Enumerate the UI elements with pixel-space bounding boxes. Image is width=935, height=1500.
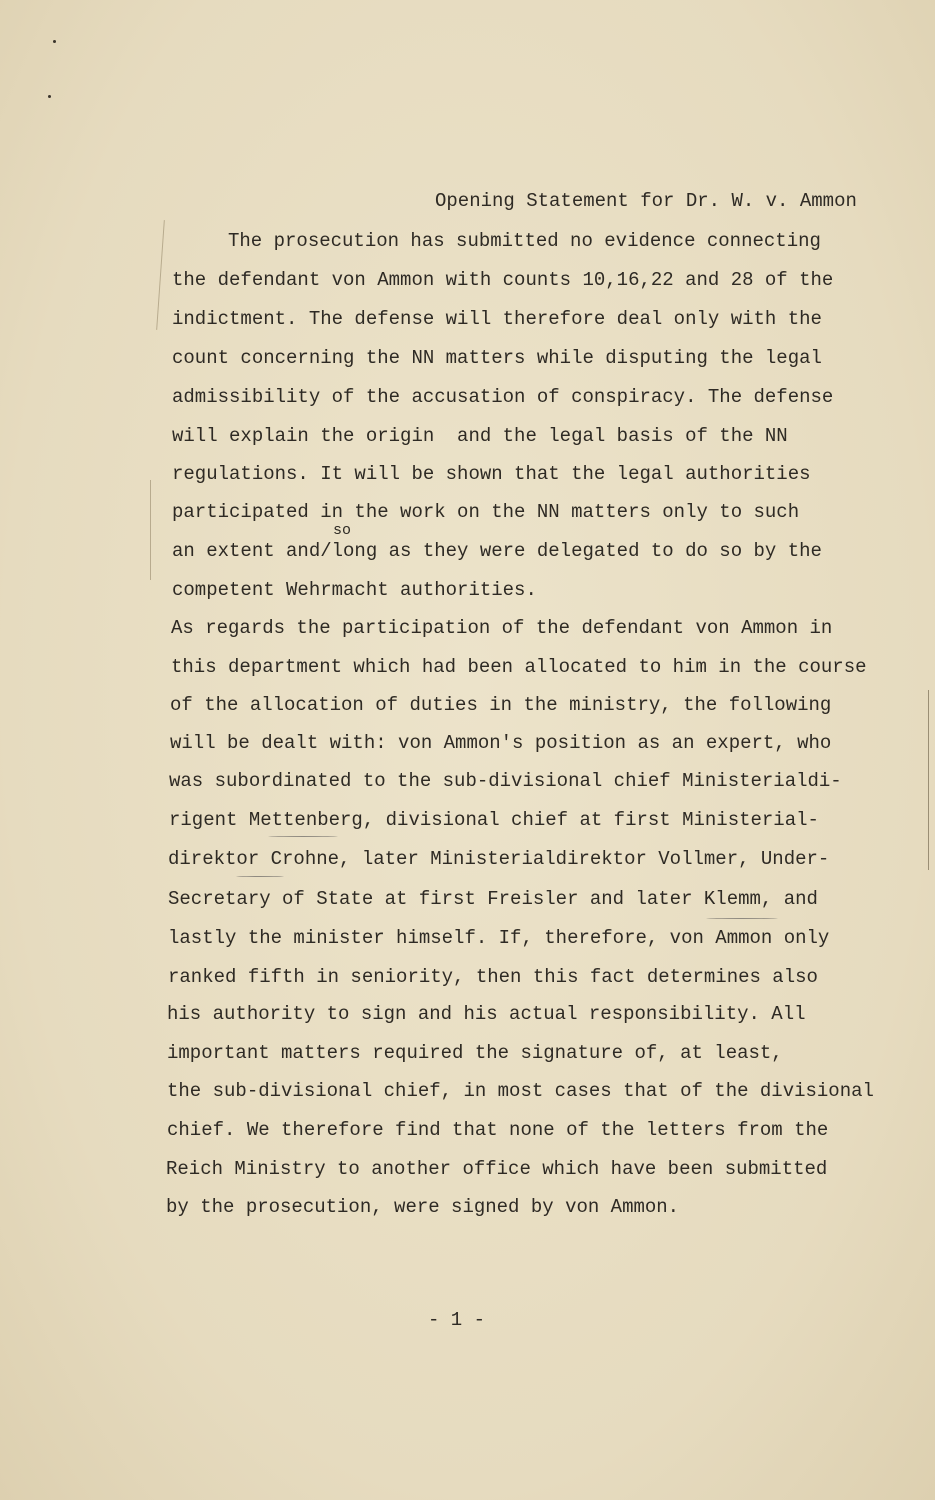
margin-pencil-mark (156, 220, 165, 330)
text-line: his authority to sign and his actual responsibility. All (167, 1003, 806, 1025)
page-number: - 1 - (428, 1309, 486, 1331)
speck (48, 95, 51, 98)
text-line: lastly the minister himself. If, therefore, von Ammon only (168, 927, 830, 949)
text-line: regulations. It will be shown that the legal authorities (172, 463, 811, 485)
text-line: will explain the origin and the legal basis of the NN (172, 425, 788, 447)
text-line: Reich Ministry to another office which have been submitted (166, 1158, 828, 1180)
text-line: by the prosecution, were signed by von Ammon. (166, 1196, 680, 1218)
text-line: Secretary of State at first Freisler and later Klemm, and (168, 888, 818, 910)
text-line: count concerning the NN matters while disputing the legal (172, 347, 822, 369)
text-line: participated in the work on the NN matters only to such (172, 501, 800, 523)
text-line: admissibility of the accusation of conspiracy. The defense (172, 386, 834, 408)
text-line: chief. We therefore find that none of the letters from the (167, 1119, 829, 1141)
text-line: direktor Crohne, later Ministerialdirektor Vollmer, Under- (168, 848, 830, 870)
text-line: an extent and/long as they were delegated to do so by the (172, 540, 822, 562)
text-line: this department which had been allocated to him in the course (171, 656, 867, 678)
document-title: Opening Statement for Dr. W. v. Ammon (435, 190, 857, 212)
margin-pencil-mark (150, 480, 151, 580)
text-line: rigent Mettenberg, divisional chief at first Ministerial- (169, 809, 819, 831)
text-line: indictment. The defense will therefore deal only with the (172, 308, 822, 330)
text-line: the sub-divisional chief, in most cases that of the divisional (167, 1080, 874, 1102)
text-line: of the allocation of duties in the ministry, the following (170, 694, 832, 716)
text-line: important matters required the signature of, at least, (167, 1042, 783, 1064)
text-line: competent Wehrmacht authorities. (172, 579, 537, 601)
text-line: ranked fifth in seniority, then this fact determines also (168, 966, 818, 988)
text-line: As regards the participation of the defendant von Ammon in (171, 617, 833, 639)
interlinear-insertion: so (333, 522, 352, 539)
speck (53, 40, 56, 43)
margin-pencil-mark (928, 690, 929, 870)
text-line: The prosecution has submitted no evidence connecting (228, 230, 821, 252)
pencil-underline (706, 918, 778, 920)
pencil-underline (268, 836, 338, 838)
text-line: will be dealt with: von Ammon's position as an expert, who (170, 732, 832, 754)
text-line: was subordinated to the sub-divisional chief Ministerialdi- (169, 770, 842, 792)
text-line: the defendant von Ammon with counts 10,16,22 and 28 of the (172, 269, 834, 291)
pencil-underline (236, 876, 284, 878)
